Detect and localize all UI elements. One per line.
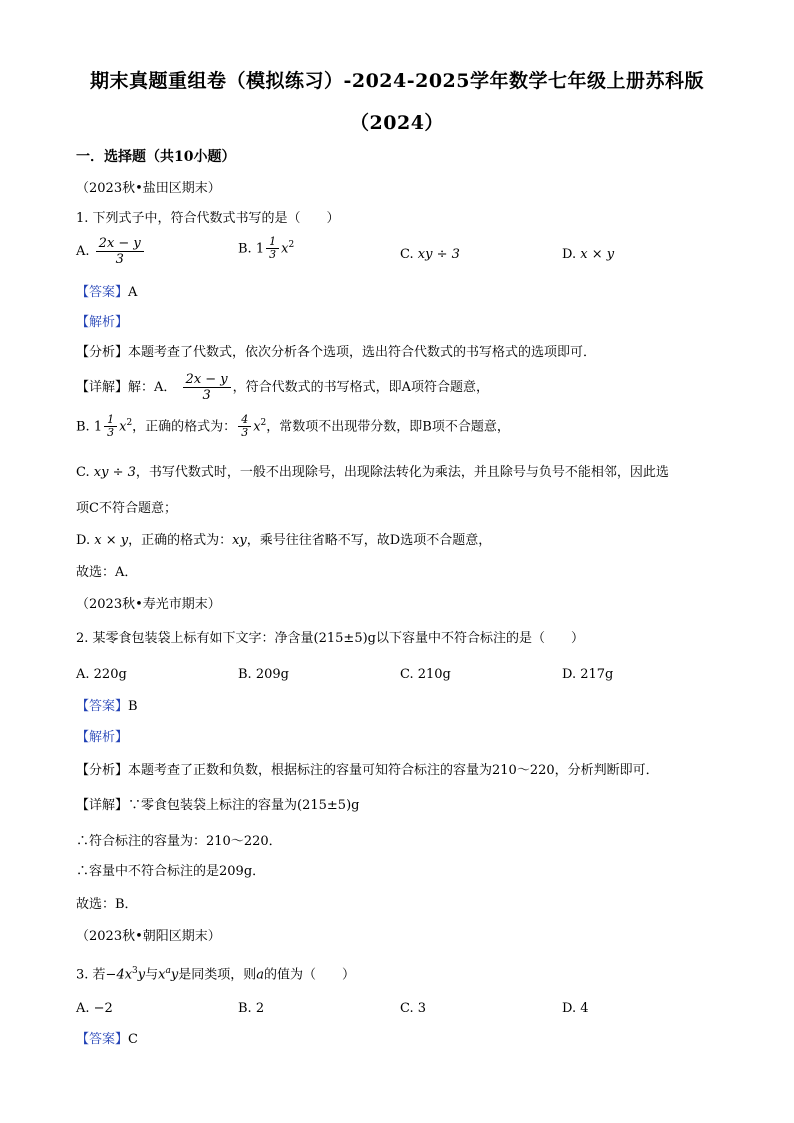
q1-detail-b: B. 1 $\frac{1}{3}$ $x^2$，正确的格式为： $\frac{4}{3}$ $x^2$，常数项不出现带分数，即B项不合题意， [76, 413, 510, 440]
q2-option-d: D. 217g [562, 667, 614, 682]
q2-answer: 【答案】B [76, 699, 138, 714]
q1-fenxi: 【分析】本题考查了代数式，依次分析各个选项，选出符合代数式的书写格式的选项即可． [76, 345, 597, 360]
q1-detail-d: D. x × y，正确的格式为：xy，乘号往往省略不写，故D选项不合题意， [76, 533, 492, 548]
q1-option-a-fraction: $\frac{2x - y}{3}$ [96, 236, 144, 267]
q1-analysis-tag: 【解析】 [76, 315, 129, 330]
q1-option-b: B. 1 $\frac{1}{3}$ $x^2$ [238, 235, 295, 262]
q3-option-a: A. −2 [76, 1001, 113, 1016]
q2-line1: ∴符合标注的容量为：210～220． [76, 834, 282, 849]
q3-option-c: C. 3 [400, 1001, 427, 1016]
q1-detail: 【详解】解：A． $\frac{2x - y}{3}$ ，符合代数式的书写格式，即A项符合题意， [76, 372, 490, 403]
q2-line2: ∴容量中不符合标注的是209g． [76, 864, 266, 879]
q3-source: （2023秋•朝阳区期末） [76, 929, 221, 944]
q1-option-d: D. x × y [562, 247, 615, 262]
q1-answer: 【答案】A [76, 285, 138, 300]
q1-stem: 1. 下列式子中，符合代数式书写的是（ ） [76, 211, 340, 226]
q1-source: （2023秋•盐田区期末） [76, 181, 221, 196]
q2-detail: 【详解】∵零食包装袋上标注的容量为(215±5)g [76, 798, 360, 813]
q2-option-b: B. 209g [238, 667, 289, 682]
q3-option-b: B. 2 [238, 1001, 265, 1016]
q3-answer: 【答案】C [76, 1032, 138, 1047]
q2-analysis-tag: 【解析】 [76, 730, 129, 745]
q2-source: （2023秋•寿光市期末） [76, 597, 221, 612]
section-heading: 一．选择题（共10小题） [76, 149, 236, 165]
q1-conclusion: 故选：A． [76, 565, 138, 580]
q1-option-a: A. $\frac{2x - y}{3}$ [76, 236, 146, 267]
q1-detail-c: C. xy ÷ 3，书写代数式时，一般不出现除号，出现除法转化为乘法，并且除号与负号不能相邻，因此选 [76, 465, 669, 480]
q2-option-a: A. 220g [76, 667, 127, 682]
q1-detail-c2: 项C不符合题意； [76, 501, 177, 516]
q1-option-c: C. xy ÷ 3 [400, 247, 460, 262]
q2-fenxi: 【分析】本题考查了正数和负数，根据标注的容量可知符合标注的容量为210～220，分析判断即可． [76, 763, 659, 778]
page-title: 期末真题重组卷（模拟练习）-2024-2025学年数学七年级上册苏科版 [89, 70, 705, 92]
q2-conclusion: 故选：B． [76, 897, 138, 912]
q2-option-c: C. 210g [400, 667, 451, 682]
page-title-year: （2024） [350, 112, 444, 134]
q2-stem: 2. 某零食包装袋上标有如下文字：净含量(215±5)g以下容量中不符合标注的是（ ） [76, 631, 585, 646]
q3-option-d: D. 4 [562, 1001, 589, 1016]
q3-stem: 3. 若$-4x^3y$与$x^ay$是同类项，则a的值为（ ） [76, 966, 356, 983]
